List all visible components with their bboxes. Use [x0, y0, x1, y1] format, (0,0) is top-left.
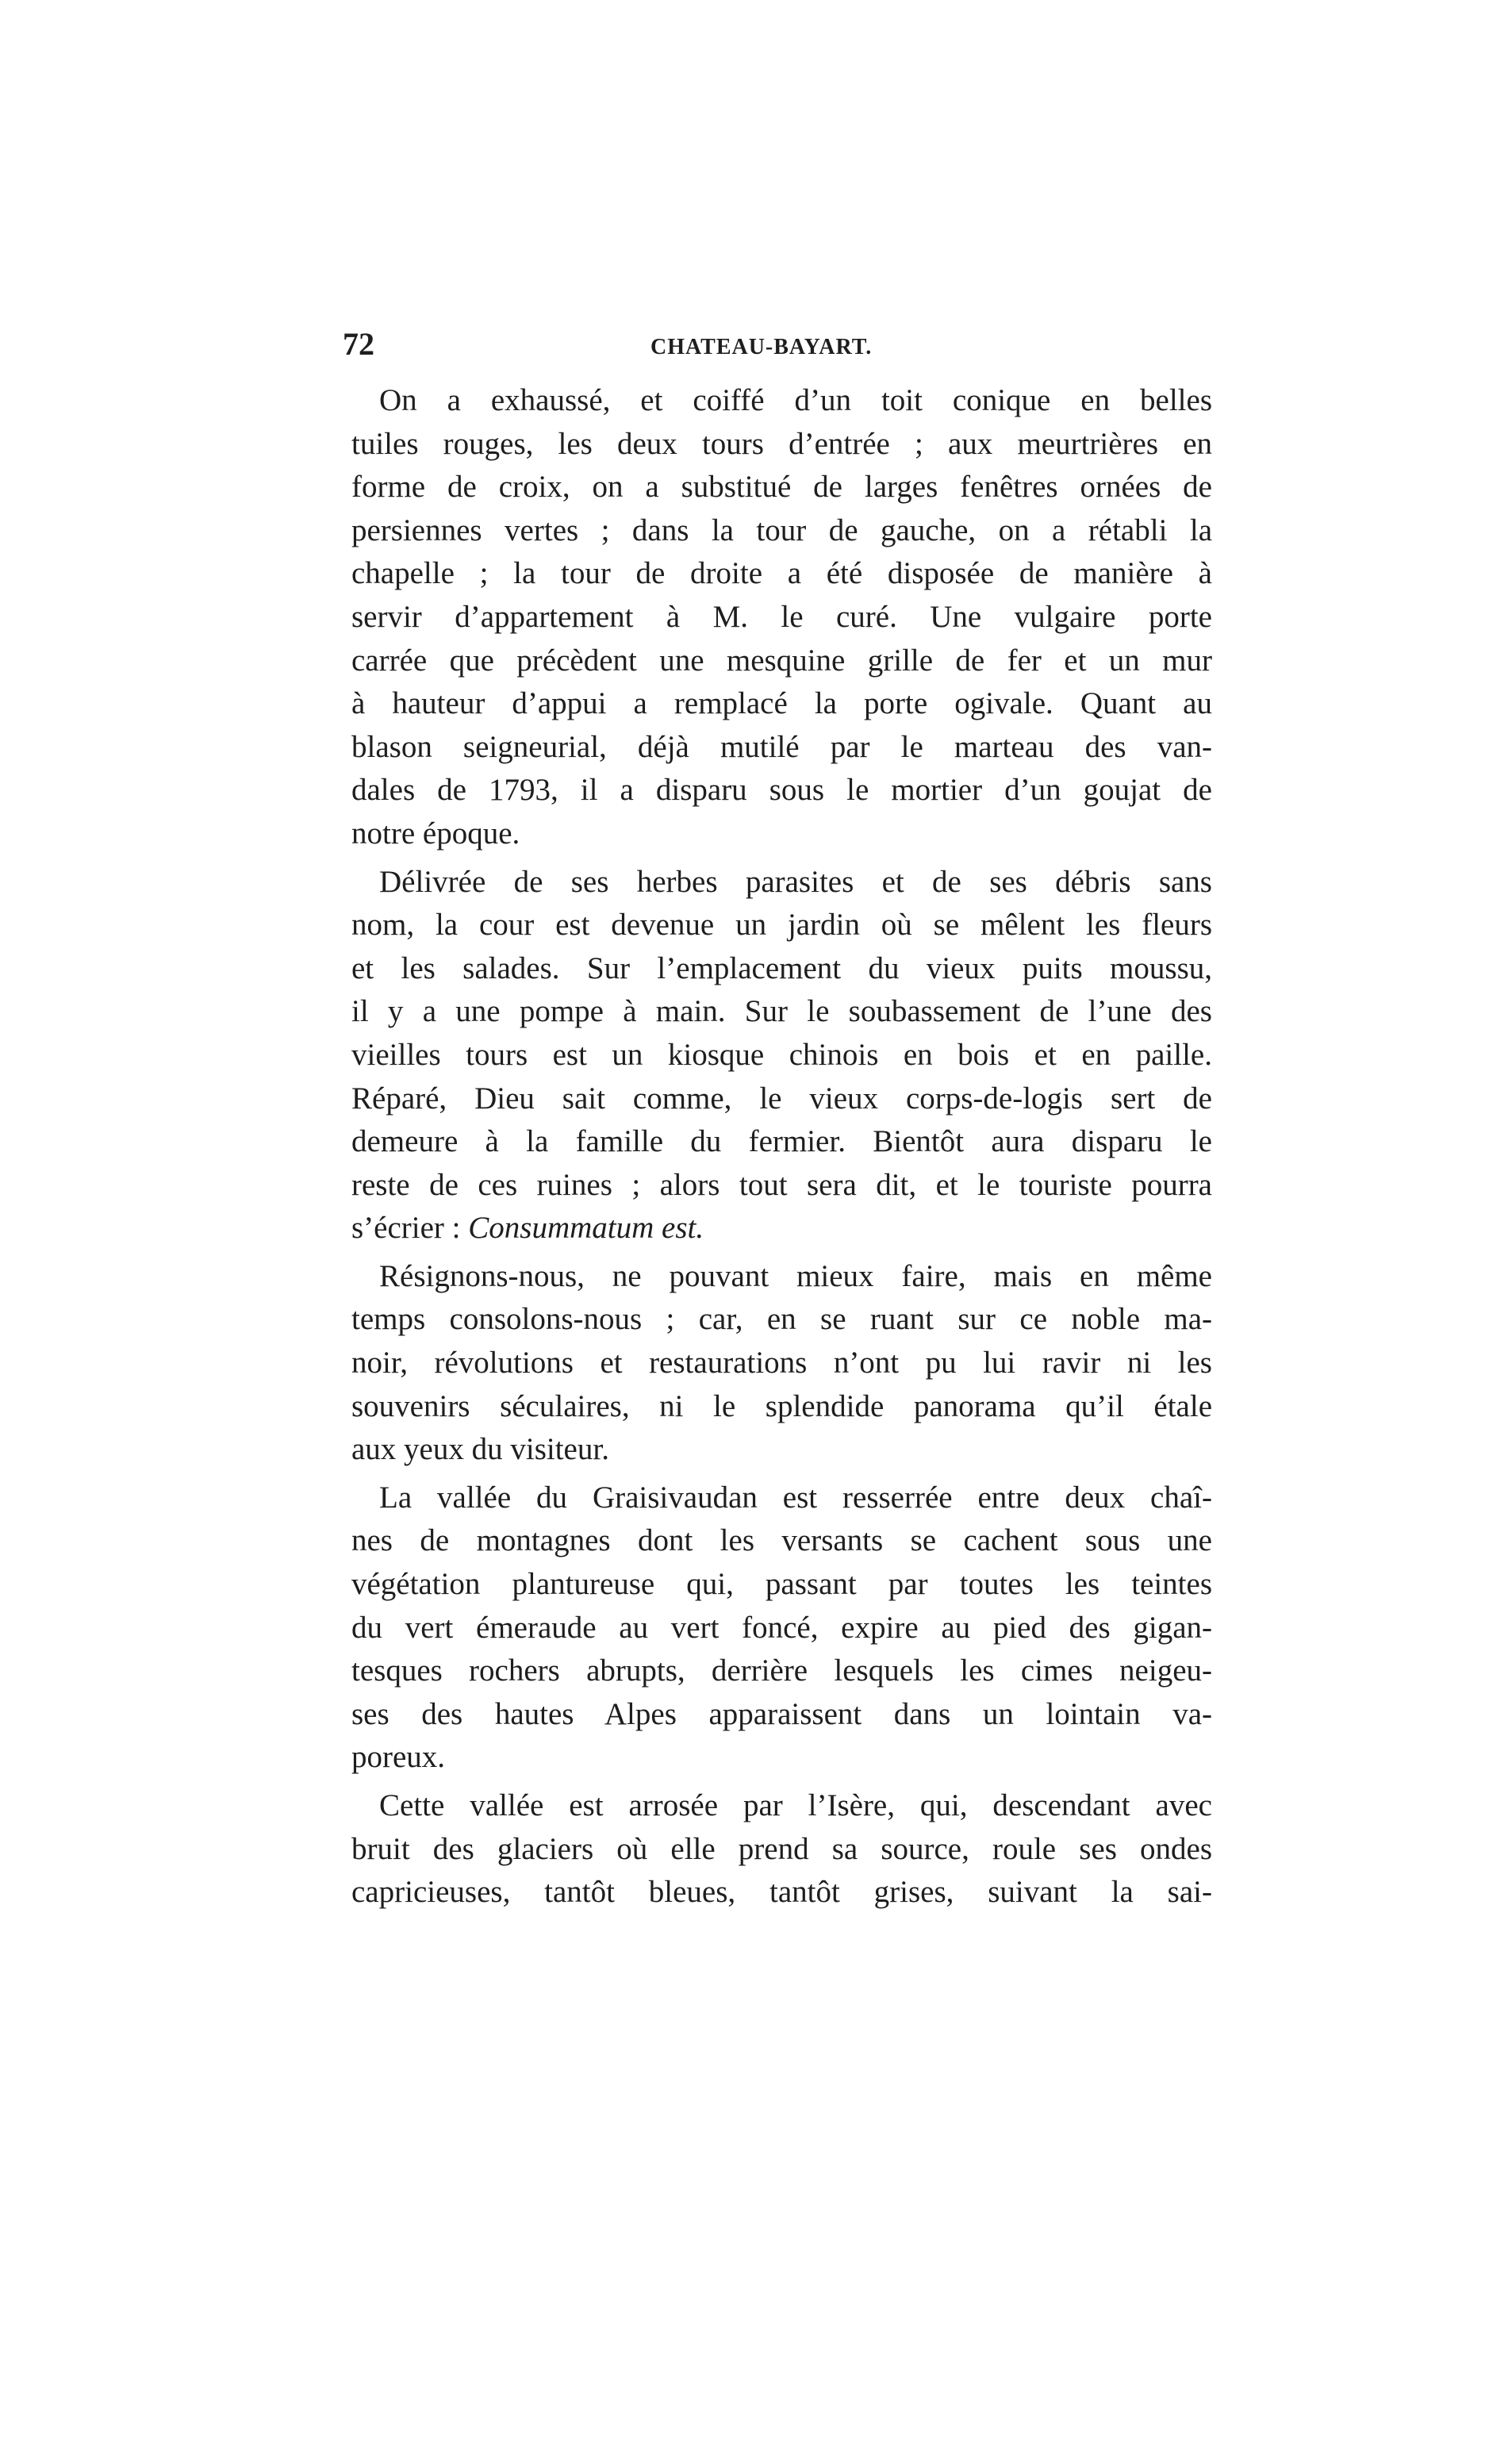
text-line: du vert émeraude au vert foncé, expire au pied des gigan-: [351, 1610, 1212, 1645]
text-line: Délivrée de ses herbes parasites et de ses débris sans: [379, 864, 1212, 899]
text-line: végétation plantureuse qui, passant par toutes les teintes: [351, 1567, 1212, 1602]
running-head: [343, 321, 1215, 368]
text-line: ses des hautes Alpes apparaissent dans un lointain va-: [351, 1696, 1212, 1731]
text-line: nom, la cour est devenue un jardin où se mêlent les fleurs: [351, 908, 1212, 943]
text-line: carrée que précèdent une mesquine grille de fer et un mur: [351, 643, 1212, 678]
text-line: vieilles tours est un kiosque chinois en bois et en paille.: [351, 1037, 1212, 1072]
text-line: notre époque.: [351, 816, 520, 851]
text-line: servir d’appartement à M. le curé. Une vulgaire porte: [351, 599, 1212, 634]
body-text: [351, 379, 1212, 1914]
text-line: On a exhaussé, et coiffé d’un toit conique en belles: [379, 383, 1212, 417]
text-line: tuiles rouges, les deux tours d’entrée ; aux meurtrières en: [351, 426, 1212, 461]
text-line: Résignons-nous, ne pouvant mieux faire, mais en même: [379, 1258, 1212, 1293]
text-line: noir, révolutions et restaurations n’ont pu lui ravir ni les: [351, 1346, 1212, 1381]
text-line: bruit des glaciers où elle prend sa source, roule ses ondes: [351, 1831, 1212, 1866]
text-line: dales de 1793, il a disparu sous le mortier d’un goujat de: [351, 773, 1212, 808]
text-line: et les salades. Sur l’emplacement du vieux puits moussu,: [351, 950, 1212, 985]
text-line: tesques rochers abrupts, derrière lesquels les cimes neigeu-: [351, 1653, 1212, 1688]
text-line: forme de croix, on a substitué de larges fenêtres ornées de: [351, 470, 1212, 505]
text-line: nes de montagnes dont les versants se cachent sous une: [351, 1523, 1212, 1558]
text-line: aux yeux du visiteur.: [351, 1432, 609, 1467]
text-line: souvenirs séculaires, ni le splendide panorama qu’il étale: [351, 1388, 1212, 1423]
text-line: persiennes vertes ; dans la tour de gauche, on a rétabli la: [351, 513, 1212, 547]
text-line: à hauteur d’appui a remplacé la porte ogivale. Quant au: [351, 686, 1212, 721]
text-line: Cette vallée est arrosée par l’Isère, qui, descendant avec: [379, 1788, 1212, 1822]
text-line: chapelle ; la tour de droite a été disposée de manière à: [351, 556, 1212, 591]
latin-phrase: Consummatum est.: [468, 1211, 704, 1246]
text-line: La vallée du Graisivaudan est resserrée entre deux chaî-: [379, 1480, 1212, 1515]
text-line: Réparé, Dieu sait comme, le vieux corps-de-logis sert de: [351, 1081, 1212, 1116]
text-fragment: s’écrier :: [351, 1211, 469, 1246]
text-line: il y a une pompe à main. Sur le soubassement de l’une des: [351, 994, 1212, 1029]
text-line: [351, 1207, 1212, 1250]
running-title: CHATEAU-BAYART.: [650, 335, 873, 359]
text-line: blason seigneurial, déjà mutilé par le marteau des van-: [351, 729, 1212, 764]
text-line: temps consolons-nous ; car, en se ruant sur ce noble ma-: [351, 1302, 1212, 1337]
page-number: 72: [343, 326, 374, 362]
text-line: capricieuses, tantôt bleues, tantôt grises, suivant la sai-: [351, 1875, 1212, 1910]
text-line: reste de ces ruines ; alors tout sera dit, et le touriste pourra: [351, 1167, 1212, 1202]
text-line: poreux.: [351, 1740, 446, 1775]
text-line: demeure à la famille du fermier. Bientôt aura disparu le: [351, 1124, 1212, 1159]
